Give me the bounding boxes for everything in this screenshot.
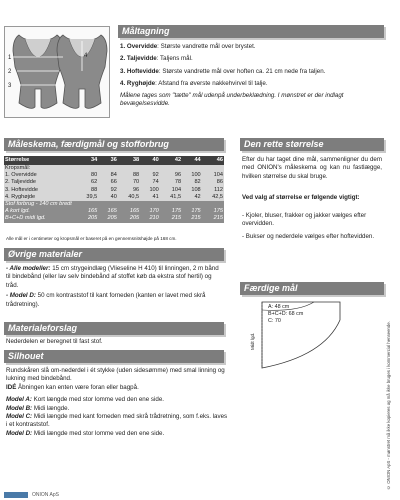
body-figure-illustration	[5, 27, 109, 117]
finished-label-bcd: B+C+D: 68 cm	[268, 311, 304, 317]
silhouette-idea: IDÉ Åbningen kan enten være foran eller bagpå.	[6, 383, 139, 391]
finished-label-a: A: 48 cm	[268, 304, 290, 310]
measure-item-4: 4. Ryghøjde: Afstand fra øverste nakkehvirvel til talje.	[120, 80, 268, 88]
svg-text:2: 2	[8, 69, 12, 75]
measure-figure	[4, 26, 110, 118]
silhouette-body	[6, 367, 230, 438]
measure-item-3: 3. Hoftevidde: Største vandrette mål over hoften ca. 21 cm nede fra taljen.	[120, 67, 326, 75]
footer-brand: ONION ApS	[32, 492, 59, 498]
fabric-label-row: Stof forbrug - 140 cm bredt	[4, 201, 224, 208]
size-table	[4, 156, 224, 223]
table-row: 1. Overvidde 80 84 88 92 96 100 104	[5, 172, 223, 179]
svg-text:1: 1	[8, 55, 12, 61]
size-header-row: Størrelse 34 36 38 40 42 44 46	[5, 157, 223, 163]
list-item: - Model D: 50 cm kontraststof til kant forneden (kanten er lavet med skrå trådretning).	[6, 292, 206, 308]
measure-list	[120, 43, 382, 108]
skirt-diagram	[244, 298, 364, 376]
body-measure-label-row: Kropsmål:	[4, 165, 224, 172]
other-materials-list	[6, 265, 224, 309]
size-chart-footnote: Alle mål er i centimeter og kropsmål er baseret på en gennemsnitshøjde på 168 cm.	[6, 236, 177, 241]
material-suggest-title: Materialeforslag	[4, 322, 224, 335]
table-row: B+C+D midi lgd. 205 205 205 210 215 215 215	[5, 215, 223, 222]
material-suggest-text: Nederdelen er beregnet til fast stof.	[6, 338, 103, 345]
silhouette-text: Rundskåren slå om-nederdel i ét stykke (uden sidesømme) med smal linning og lukning med bindebånd.	[6, 367, 225, 383]
finished-side-label: Midt lgd.	[250, 332, 255, 350]
table-row: 2. Taljevidde 62 66 70 74 78 82 86	[5, 179, 223, 186]
finished-figure	[244, 298, 364, 376]
measure-item-2: 2. Taljevidde: Taljens mål.	[120, 55, 193, 63]
finished-label-c: C: 70	[268, 318, 281, 324]
size-chart-title: Måleskema, færdigmål og stofforbrug	[4, 138, 224, 151]
table-row: 4. Ryghøjde 39,5 40 40,5 41 41,5 42 42,5	[5, 193, 223, 200]
other-materials-title: Øvrige materialer	[4, 248, 224, 261]
list-item: - Alle modeller: 15 cm strygeindlæg (Vlieseline H 410) til linningen, 2 m bånd til bindebånd (eller lav selv bindebånd af stoffet køb da ekstra stof hertil) og tråd.	[6, 265, 219, 289]
silhouette-title: Silhouet	[4, 350, 224, 363]
finished-title: Færdige mål	[240, 282, 384, 295]
list-item: Model C: Midi længde med kant forneden med skrå trådretning, som f.eks. laves i et kontraststof.	[6, 413, 228, 429]
list-item: - Bukser og nederdele vælges efter hoftevidden.	[242, 232, 375, 240]
finished-labels	[268, 304, 303, 325]
list-item: Model A: Kort længde med stor lomme ved den ene side.	[6, 396, 164, 404]
list-item: - Kjoler, bluser, frakker og jakker vælges efter overvidden.	[242, 212, 367, 228]
right-size-choose-title: Ved valg af størrelse er følgende vigtigt:	[242, 194, 360, 201]
measure-item-1: 1. Overvidde: Største vandrette mål over brystet.	[120, 43, 256, 50]
list-item: Model D: Midi længde med stor lomme ved den ene side.	[6, 429, 165, 437]
copyright-side-note: © ONION ApS - mønstret må ikke kopieres og må ikke bruges i kommercial henseende.	[386, 321, 391, 490]
right-size-title: Den rette størrelse	[240, 138, 384, 151]
table-row: 3. Hoftevidde 88 92 96 100 104 108 112	[5, 186, 223, 193]
measure-note: Målene tages som "tætte" mål udenpå underbeklædning. I mønstret er der indlagt bevægelsesvidde.	[120, 91, 344, 108]
table-row: A kort lgd. 165 165 165 170 175 175 175	[5, 208, 223, 215]
svg-text:4: 4	[84, 53, 88, 59]
measure-title: Måltagning	[118, 25, 384, 38]
right-size-bullets	[242, 212, 382, 241]
list-item: Model B: Midi længde.	[6, 404, 70, 412]
footer-bar	[4, 492, 28, 498]
svg-text:3: 3	[8, 83, 12, 89]
right-size-text: Efter du har taget dine mål, sammenligner du dem med ONION's måleskema og kan nu fastlægge, hvilken størrelse du skal bruge.	[242, 156, 382, 180]
